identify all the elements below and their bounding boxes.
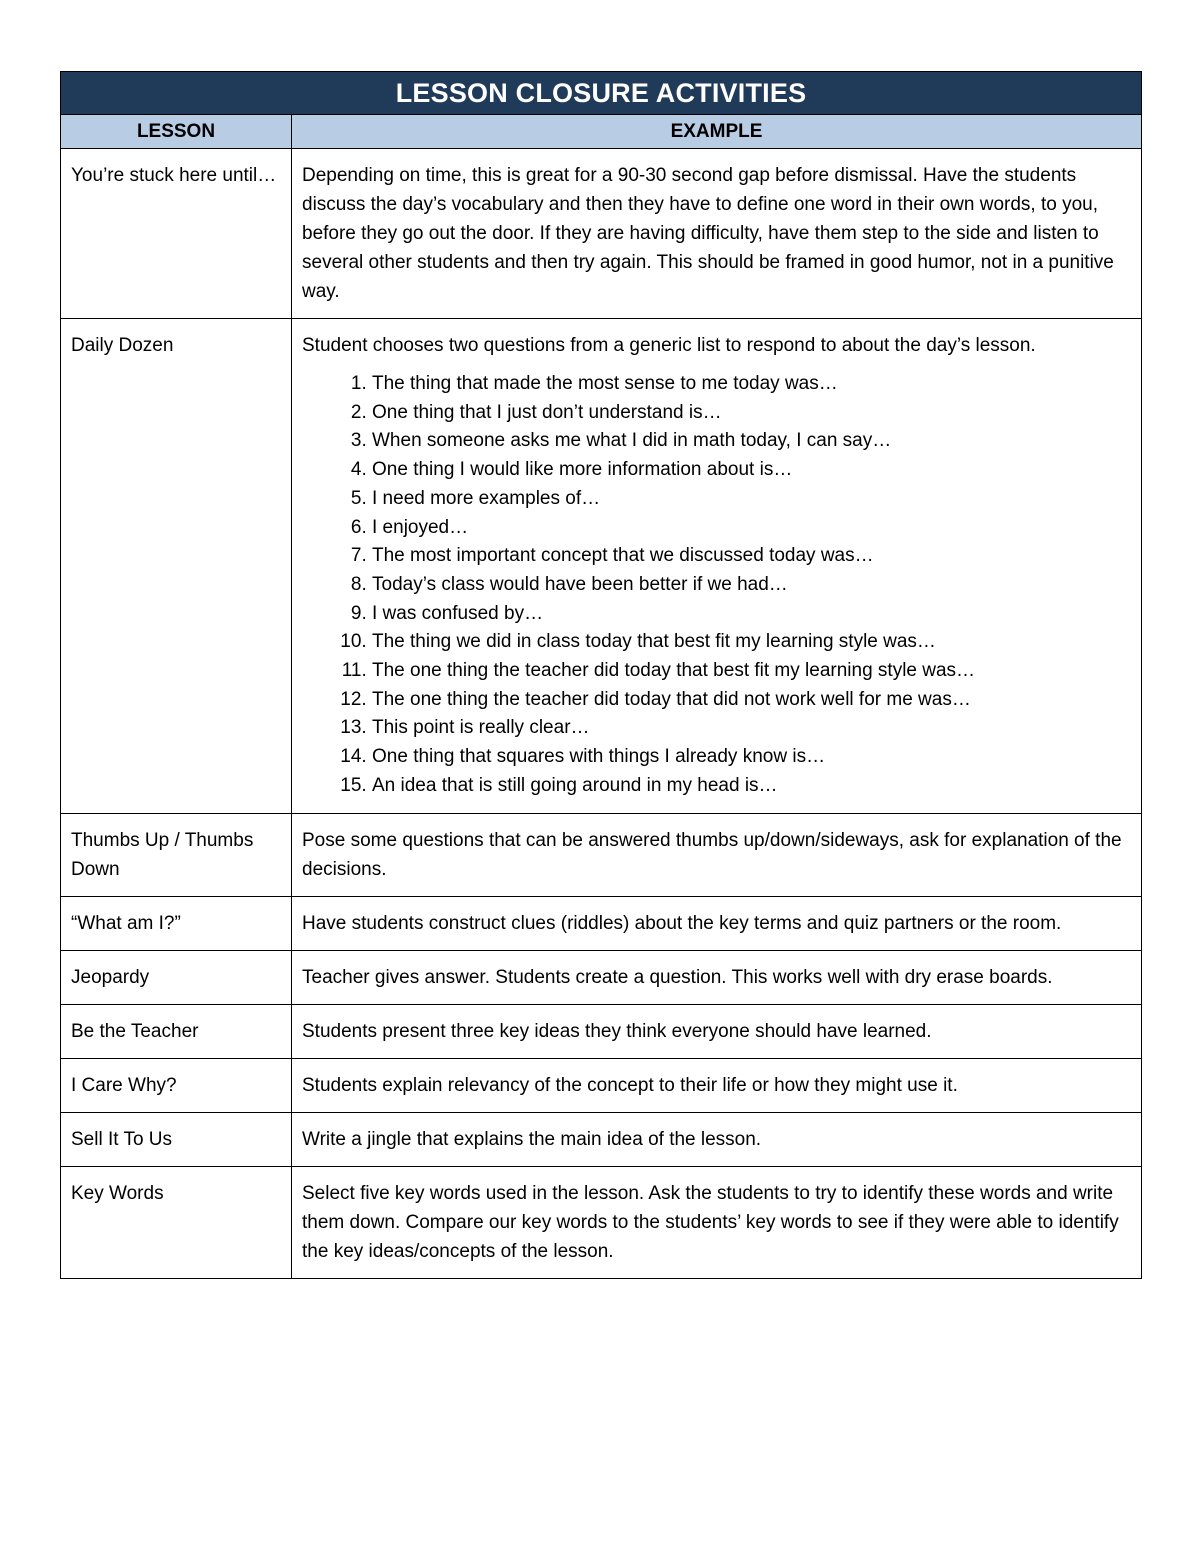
lesson-cell: Jeopardy <box>61 950 292 1004</box>
column-header-lesson: LESSON <box>61 115 292 149</box>
list-item: 10. The thing we did in class today that best fit my learning style was… <box>372 628 1131 657</box>
lesson-cell: I Care Why? <box>61 1058 292 1112</box>
example-text: Have students construct clues (riddles) about the key terms and quiz partners or the room. <box>302 912 1062 934</box>
lesson-closure-table <box>60 71 1142 1279</box>
table-row <box>61 1112 1142 1166</box>
example-text: Student chooses two questions from a generic list to respond to about the day’s lesson. <box>302 335 1036 356</box>
list-item: 7. The most important concept that we discussed today was… <box>372 542 1131 571</box>
list-item: 13. This point is really clear… <box>372 714 1131 743</box>
list-item: 3. When someone asks me what I did in math today, I can say… <box>372 427 1131 456</box>
list-item: 1. The thing that made the most sense to me today was… <box>372 370 1131 399</box>
lesson-cell: You’re stuck here until… <box>61 149 292 319</box>
table-row <box>61 896 1142 950</box>
header-row <box>61 115 1142 149</box>
lesson-cell: Key Words <box>61 1166 292 1278</box>
table-row <box>61 1166 1142 1278</box>
example-cell <box>292 896 1142 950</box>
example-cell <box>292 1112 1142 1166</box>
list-item: 8. Today’s class would have been better if we had… <box>372 571 1131 600</box>
example-cell <box>292 813 1142 896</box>
example-text: Write a jingle that explains the main idea of the lesson. <box>302 1128 762 1150</box>
example-text: Pose some questions that can be answered thumbs up/down/sideways, ask for explanation of the decisions. <box>302 829 1122 880</box>
list-item: 12. The one thing the teacher did today that did not work well for me was… <box>372 686 1131 715</box>
example-text: Depending on time, this is great for a 90-30 second gap before dismissal. Have the students discuss the day’s vocabulary and then they have to define one word in their own words, to you, before they go out the door. If they are having difficulty, have them step to the side and listen to several other students and then try again. This should be framed in good humor, not in a punitive way. <box>302 165 1114 302</box>
example-cell <box>292 950 1142 1004</box>
example-text: Teacher gives answer. Students create a question. This works well with dry erase boards. <box>302 966 1053 988</box>
list-item: 5. I need more examples of… <box>372 485 1131 514</box>
example-cell <box>292 319 1142 814</box>
table-row <box>61 149 1142 319</box>
list-item: 2. One thing that I just don’t understand is… <box>372 399 1131 428</box>
list-item: 4. One thing I would like more information about is… <box>372 456 1131 485</box>
list-item: 6. I enjoyed… <box>372 514 1131 543</box>
table-row <box>61 1004 1142 1058</box>
table-row <box>61 319 1142 814</box>
table-row <box>61 1058 1142 1112</box>
example-text: Students present three key ideas they think everyone should have learned. <box>302 1020 932 1042</box>
table-row <box>61 950 1142 1004</box>
lesson-cell: Thumbs Up / Thumbs Down <box>61 813 292 896</box>
lesson-cell: “What am I?” <box>61 896 292 950</box>
example-cell <box>292 1058 1142 1112</box>
table-row <box>61 813 1142 896</box>
example-text: Select five key words used in the lesson. Ask the students to try to identify these words and write them down. Compare our key words to the students’ key words to see if they were able to identify the key ideas/concepts of the lesson. <box>302 1182 1119 1262</box>
list-item: 11. The one thing the teacher did today that best fit my learning style was… <box>372 657 1131 686</box>
table-title: LESSON CLOSURE ACTIVITIES <box>61 72 1142 115</box>
lesson-cell: Sell It To Us <box>61 1112 292 1166</box>
prompt-list <box>302 370 1131 801</box>
list-item: 15. An idea that is still going around in my head is… <box>372 772 1131 801</box>
lesson-cell: Be the Teacher <box>61 1004 292 1058</box>
list-item: 9. I was confused by… <box>372 600 1131 629</box>
example-cell <box>292 149 1142 319</box>
example-cell <box>292 1166 1142 1278</box>
example-cell <box>292 1004 1142 1058</box>
column-header-example: EXAMPLE <box>292 115 1142 149</box>
example-text: Students explain relevancy of the concept to their life or how they might use it. <box>302 1074 958 1096</box>
lesson-cell: Daily Dozen <box>61 319 292 814</box>
title-row <box>61 72 1142 115</box>
list-item: 14. One thing that squares with things I already know is… <box>372 743 1131 772</box>
